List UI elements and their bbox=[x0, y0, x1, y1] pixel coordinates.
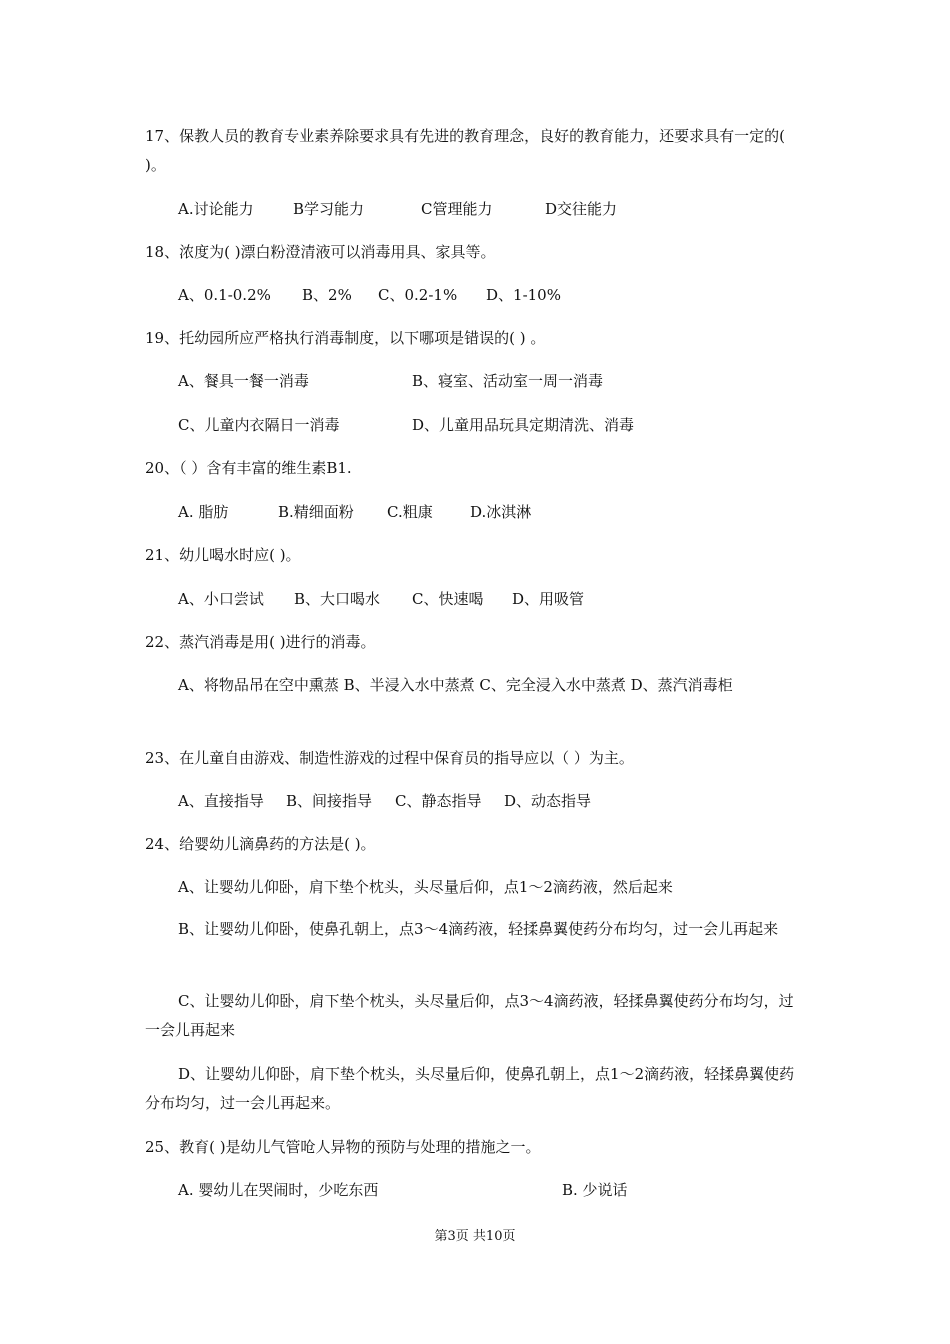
option-a: A. 脂肪 bbox=[178, 503, 229, 521]
question-17-stem: 17、保教人员的教育专业素养除要求具有先进的教育理念，良好的教育能力，还要求具有一定的( )。 bbox=[145, 127, 785, 174]
question-24-option-a: A、让婴幼儿仰卧，肩下垫个枕头，头尽量后仰，点1～2滴药液，然后起来 bbox=[178, 878, 673, 896]
question-20-stem: 20、（ ）含有丰富的维生素B1. bbox=[145, 459, 352, 477]
option-d: D、动态指导 bbox=[504, 792, 592, 810]
question-23-stem: 23、在儿童自由游戏、制造性游戏的过程中保育员的指导应以（ ）为主。 bbox=[145, 749, 634, 767]
option-c: C.粗康 bbox=[387, 503, 433, 521]
option-b: B、大口喝水 bbox=[294, 590, 381, 608]
question-19-stem: 19、托幼园所应严格执行消毒制度，以下哪项是错误的( ) 。 bbox=[145, 329, 546, 347]
option-a: A、直接指导 bbox=[178, 792, 264, 810]
option-a: A、0.1-0.2% bbox=[178, 286, 271, 304]
question-25-stem: 25、教育( )是幼儿气管呛人异物的预防与处理的措施之一。 bbox=[145, 1138, 541, 1156]
option-a: A、小口尝试 bbox=[178, 590, 264, 608]
question-24-option-d: D、让婴幼儿仰卧，肩下垫个枕头，头尽量后仰，使鼻孔朝上，点1～2滴药液，轻揉鼻翼使药分布均匀，过一会儿再起来。 bbox=[145, 1065, 795, 1112]
option-a: A、餐具一餐一消毒 bbox=[178, 372, 309, 390]
option-d: D交往能力 bbox=[545, 200, 618, 218]
option-b: B、2% bbox=[302, 286, 352, 304]
question-22-stem: 22、蒸汽消毒是用( )进行的消毒。 bbox=[145, 633, 376, 651]
question-24-stem: 24、给婴幼儿滴鼻药的方法是( )。 bbox=[145, 835, 376, 853]
option-d: D.冰淇淋 bbox=[470, 503, 532, 521]
option-c: C、0.2-1% bbox=[378, 286, 458, 304]
option-d: D、用吸管 bbox=[512, 590, 585, 608]
question-18-stem: 18、浓度为( )漂白粉澄清液可以消毒用具、家具等。 bbox=[145, 243, 496, 261]
option-b: B、间接指导 bbox=[286, 792, 373, 810]
question-22-options: A、将物品吊在空中熏蒸 B、半浸入水中蒸煮 C、完全浸入水中蒸煮 D、蒸汽消毒柜 bbox=[178, 676, 733, 694]
question-24-option-c: C、让婴幼儿仰卧，肩下垫个枕头，头尽量后仰，点3～4滴药液，轻揉鼻翼使药分布均匀，过一会儿再起来 bbox=[145, 992, 794, 1039]
option-c: C、静态指导 bbox=[395, 792, 482, 810]
question-24-option-b: B、让婴幼儿仰卧，使鼻孔朝上，点3～4滴药液，轻揉鼻翼使药分布均匀，过一会儿再起来 bbox=[178, 920, 779, 938]
option-a: A. 婴幼儿在哭闹时，少吃东西 bbox=[178, 1181, 379, 1199]
option-d: D、1-10% bbox=[486, 286, 561, 304]
option-b: B、寝室、活动室一周一消毒 bbox=[412, 372, 604, 390]
option-b: B学习能力 bbox=[293, 200, 365, 218]
option-d: D、儿童用品玩具定期清洗、消毒 bbox=[412, 416, 635, 434]
page-number: 第3页 共10页 bbox=[434, 1229, 516, 1244]
option-b: B.精细面粉 bbox=[278, 503, 354, 521]
option-c: C管理能力 bbox=[421, 200, 493, 218]
question-21-stem: 21、幼儿喝水时应( )。 bbox=[145, 546, 301, 564]
option-c: C、儿童内衣隔日一消毒 bbox=[178, 416, 340, 434]
option-b: B. 少说话 bbox=[562, 1181, 628, 1199]
option-c: C、快速喝 bbox=[412, 590, 484, 608]
option-a: A.讨论能力 bbox=[178, 200, 254, 218]
